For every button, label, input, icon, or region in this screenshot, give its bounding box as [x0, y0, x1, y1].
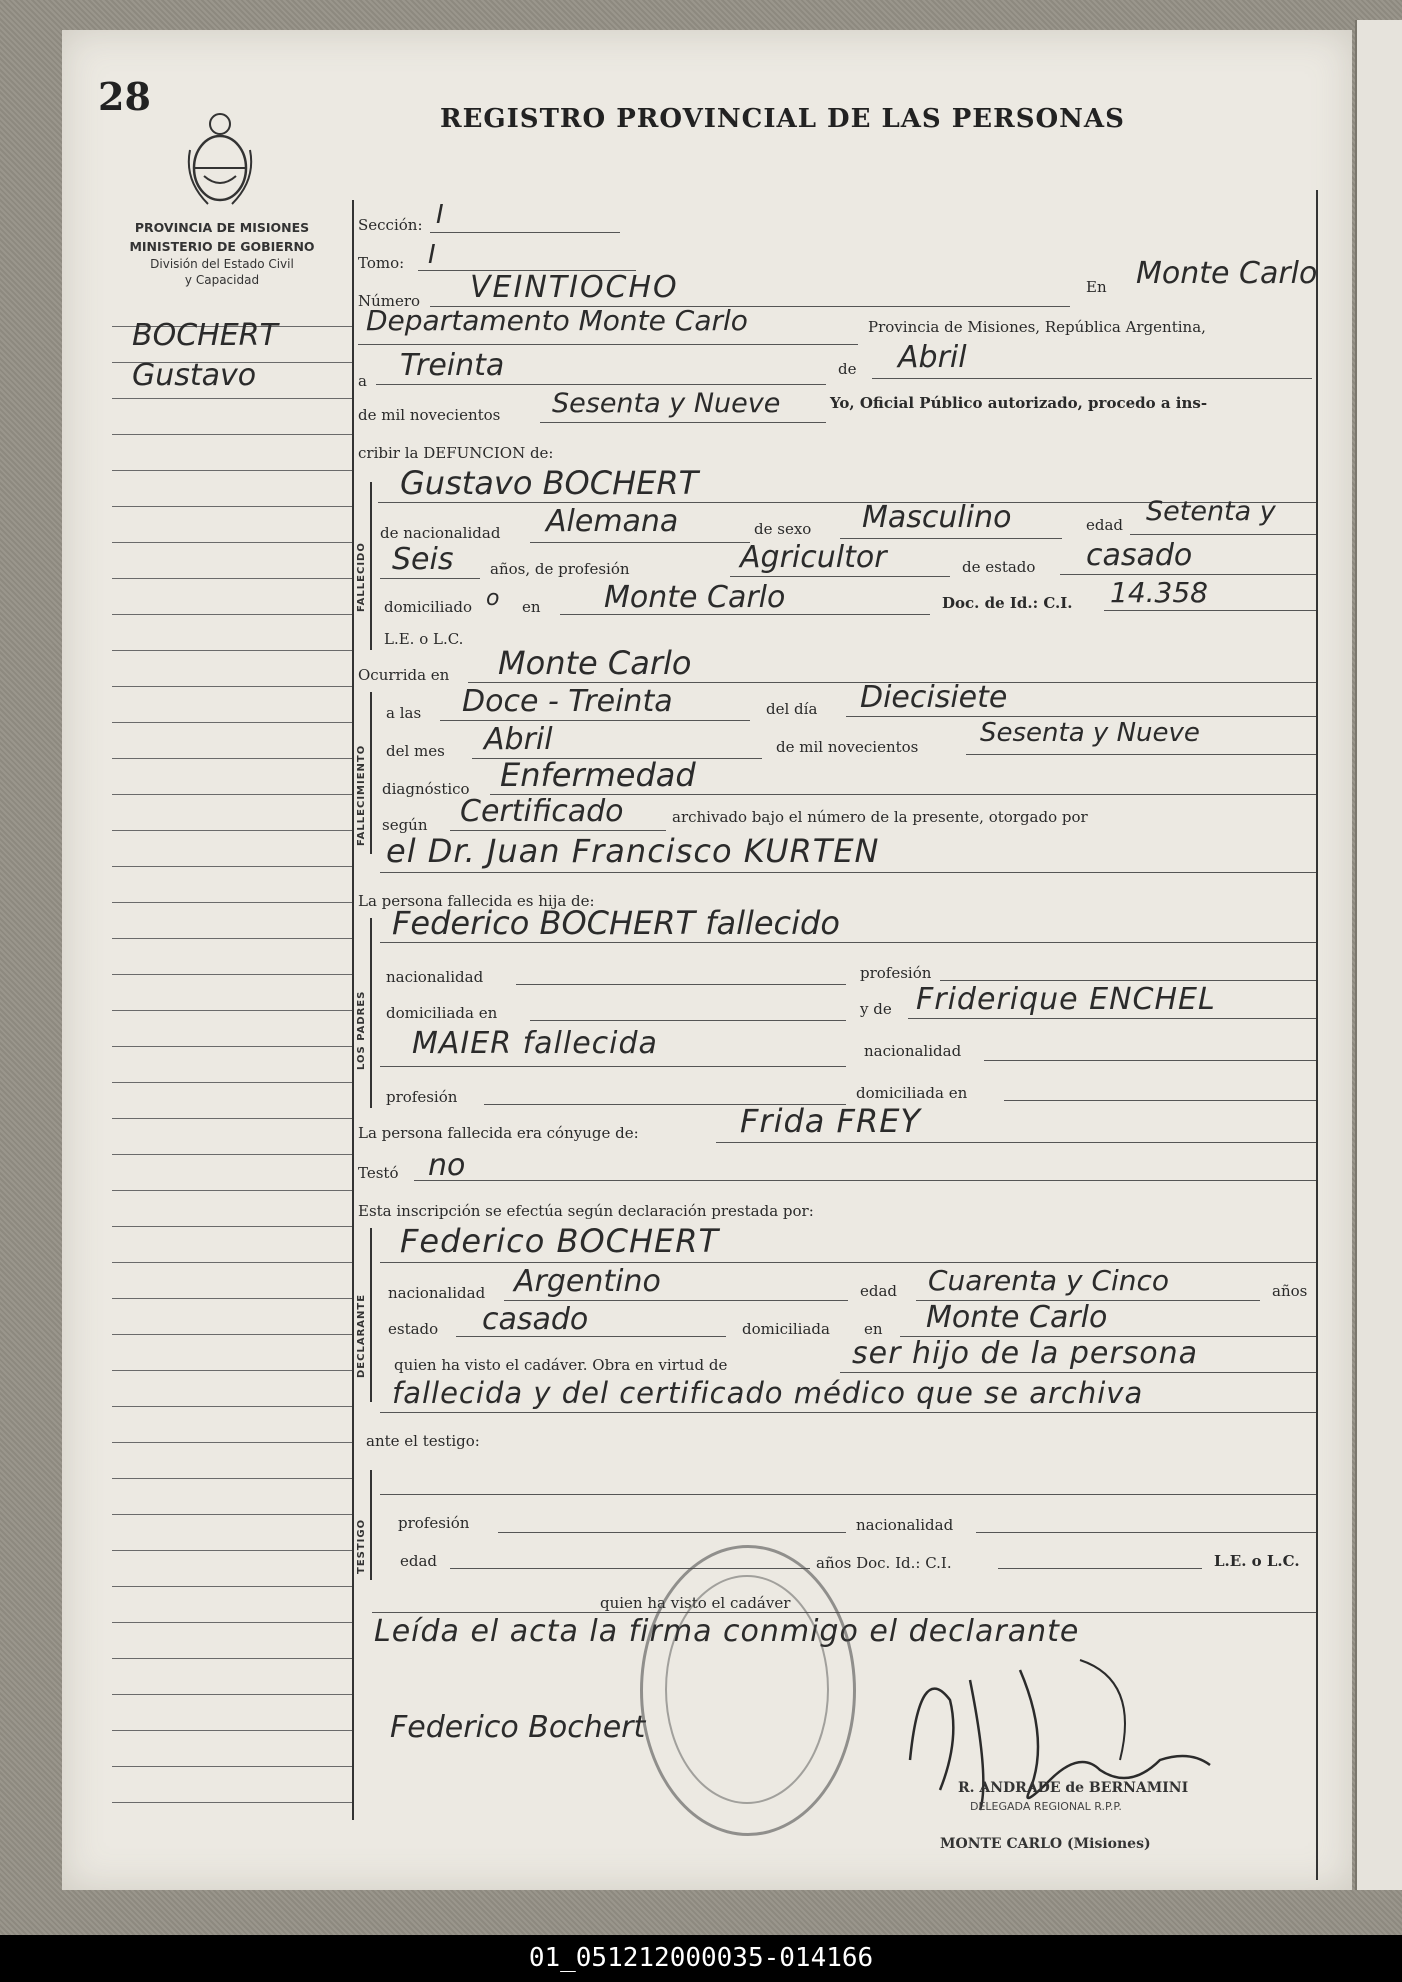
conyuge-value: Frida FREY — [740, 1102, 921, 1140]
fallecido-domicilio-label: domiciliado — [384, 598, 473, 616]
declarante-nombre: Federico BOCHERT — [400, 1222, 720, 1260]
margin-rule — [112, 686, 352, 687]
adjacent-page-edge — [1355, 20, 1402, 1890]
margin-rule — [112, 1622, 352, 1623]
margin-rule — [112, 902, 352, 903]
margin-rule — [112, 1478, 352, 1479]
diag-label: diagnóstico — [382, 780, 470, 798]
fallecido-en-label: en — [522, 598, 541, 616]
declarante-visto-2: fallecida y del certificado médico que se archiva — [392, 1376, 1144, 1410]
declarante-nacionalidad: Argentino — [514, 1264, 661, 1299]
institution-ministry: MINISTERIO DE GOBIERNO — [129, 239, 315, 254]
declarante-anios-label: años — [1272, 1282, 1308, 1300]
margin-rule — [112, 866, 352, 867]
fallecido-le-label: L.E. o L.C. — [384, 630, 464, 648]
margin-rule — [112, 794, 352, 795]
margin-rule — [112, 1658, 352, 1659]
margin-rule — [112, 1334, 352, 1335]
margin-rule — [112, 1550, 352, 1551]
margin-rule — [112, 1586, 352, 1587]
deldia-label: del día — [766, 700, 818, 718]
oficial-label: Yo, Oficial Público autorizado, procedo a ins- — [830, 394, 1208, 412]
de-label: de — [838, 360, 857, 378]
madre-value-2: MAIER fallecida — [412, 1026, 658, 1061]
official-name: R. ANDRADE de BERNAMINI — [958, 1780, 1189, 1796]
testigo-tag: TESTIGO — [356, 1518, 367, 1574]
fallecido-sexo: Masculino — [862, 500, 1012, 535]
fallecido-anios-label: años, de profesión — [490, 560, 630, 578]
fallecimiento-tag: FALLECIMIENTO — [356, 744, 367, 846]
margin-rule — [112, 1766, 352, 1767]
fallecido-edad2: Seis — [392, 542, 454, 577]
margin-rule — [112, 1694, 352, 1695]
padre-domiciliada-label: domiciliada en — [386, 1004, 498, 1022]
alas-label: a las — [386, 704, 422, 722]
margin-rule — [112, 470, 352, 471]
official-title: DELEGADA REGIONAL R.P.P. — [970, 1800, 1122, 1813]
anio-muerte-label: de mil novecientos — [776, 738, 919, 756]
fallecido-profesion: Agricultor — [740, 540, 887, 575]
fallecido-estado: casado — [1086, 538, 1193, 573]
hora-value: Doce - Treinta — [462, 684, 673, 719]
margin-rule — [112, 1010, 352, 1011]
testigo-nacionalidad-label: nacionalidad — [856, 1516, 954, 1534]
medico-value: el Dr. Juan Francisco KURTEN — [386, 832, 880, 870]
fallecido-estado-label: de estado — [962, 558, 1036, 576]
institution-block — [112, 218, 332, 288]
official-seal-inner — [665, 1575, 829, 1804]
margin-rule — [112, 722, 352, 723]
declarante-domiciliada-label: domiciliada — [742, 1320, 830, 1338]
margin-rule — [112, 434, 352, 435]
anio-value: Sesenta y Nueve — [552, 388, 781, 419]
margin-rule — [112, 1442, 352, 1443]
en-label: En — [1086, 278, 1107, 296]
delmes-label: del mes — [386, 742, 445, 760]
fallecido-nacionalidad-label: de nacionalidad — [380, 524, 501, 542]
diag-value: Enfermedad — [500, 756, 696, 794]
seccion-label: Sección: — [358, 216, 423, 234]
madre-nacionalidad-label: nacionalidad — [864, 1042, 962, 1060]
margin-rule — [112, 614, 352, 615]
margin-rule — [112, 830, 352, 831]
declarante-tag: DECLARANTE — [356, 1293, 367, 1378]
anio-label: de mil novecientos — [358, 406, 501, 424]
conyuge-label: La persona fallecida era cónyuge de: — [358, 1124, 639, 1142]
anio-muerte-value: Sesenta y Nueve — [980, 718, 1200, 748]
margin-rule — [112, 398, 352, 399]
declarante-estado: casado — [482, 1302, 589, 1337]
margin-rule — [112, 938, 352, 939]
margin-rule — [112, 1118, 352, 1119]
margin-rule — [112, 1226, 352, 1227]
padres-intro-label: La persona fallecida es hija de: — [358, 892, 595, 910]
fallecido-name: Gustavo BOCHERT — [400, 464, 699, 502]
declarante-en-label: en — [864, 1320, 883, 1338]
testigo-visto-label: quien ha visto el cadáver — [600, 1594, 791, 1612]
numero-value: VEINTIOCHO — [470, 270, 679, 305]
margin-rule — [112, 1262, 352, 1263]
padres-tag: LOS PADRES — [356, 990, 367, 1070]
margin-rule — [112, 1046, 352, 1047]
margin-surname: BOCHERT — [132, 318, 278, 353]
tomo-value: I — [428, 240, 436, 270]
fallecido-sexo-label: de sexo — [754, 520, 812, 538]
page-number: 28 — [98, 74, 151, 119]
declarante-domicilio: Monte Carlo — [926, 1300, 1108, 1335]
margin-rule — [112, 650, 352, 651]
segun-value: Certificado — [460, 794, 624, 829]
testigo-ante-label: ante el testigo: — [366, 1432, 480, 1450]
fallecido-nacionalidad: Alemana — [546, 504, 679, 539]
margin-given-name: Gustavo — [132, 358, 257, 393]
archivado-label: archivado bajo el número de la presente, otorgado por — [672, 808, 1088, 826]
departamento-value: Departamento Monte Carlo — [366, 304, 748, 337]
closing-text: Leída el acta la firma conmigo el declarante — [374, 1614, 1080, 1649]
segun-label: según — [382, 816, 428, 834]
fallecido-edad1: Setenta y — [1146, 496, 1276, 527]
declarant-signature: Federico Bochert — [390, 1710, 646, 1745]
margin-rule — [112, 974, 352, 975]
institution-province: PROVINCIA DE MISIONES — [134, 220, 310, 235]
padre-profesion-label: profesión — [860, 964, 932, 982]
institution-division: División del Estado Civil — [150, 257, 294, 271]
page-title: REGISTRO PROVINCIAL DE LAS PERSONAS — [440, 104, 1125, 134]
margin-rule — [112, 1514, 352, 1515]
margin-rule — [112, 1298, 352, 1299]
margin-rule — [112, 1370, 352, 1371]
declarante-edad: Cuarenta y Cinco — [928, 1264, 1170, 1297]
margin-rule — [112, 758, 352, 759]
padre-value: Federico BOCHERT fallecido — [392, 904, 840, 942]
a-label: a — [358, 372, 367, 390]
declaracion-label: Esta inscripción se efectúa según declaración prestada por: — [358, 1202, 814, 1220]
declarante-visto-1: ser hijo de la persona — [852, 1336, 1199, 1371]
dia-muerte-value: Diecisiete — [860, 680, 1008, 715]
fallecido-tag: FALLECIDO — [356, 542, 367, 612]
dia-value: Treinta — [400, 348, 505, 383]
mes-value: Abril — [898, 340, 967, 375]
madre-domiciliada-label: domiciliada en — [856, 1084, 968, 1102]
tomo-label: Tomo: — [358, 254, 405, 272]
fallecido-doc: 14.358 — [1110, 576, 1208, 609]
margin-rule — [112, 506, 352, 507]
margin-rule — [112, 1802, 352, 1803]
numero-label: Número — [358, 292, 421, 310]
testigo-profesion-label: profesión — [398, 1514, 470, 1532]
fallecido-doc-label: Doc. de Id.: C.I. — [942, 594, 1073, 612]
image-id-footer: 01_051212000035-014166 — [0, 1935, 1402, 1982]
margin-rule — [112, 1190, 352, 1191]
padre-nacionalidad-label: nacionalidad — [386, 968, 484, 986]
madre-profesion-label: profesión — [386, 1088, 458, 1106]
official-place: MONTE CARLO (Misiones) — [940, 1836, 1151, 1852]
coat-of-arms-icon — [184, 110, 256, 210]
testigo-anios-doc-label: años Doc. Id.: C.I. — [816, 1554, 952, 1572]
ocurrida-label: Ocurrida en — [358, 666, 450, 684]
mes-muerte-value: Abril — [484, 722, 553, 757]
fallecido-edad-label: edad — [1086, 516, 1124, 534]
fallecido-domicilio-o: o — [486, 586, 500, 611]
testo-value: no — [428, 1148, 466, 1183]
margin-rule — [112, 578, 352, 579]
testigo-edad-label: edad — [400, 1552, 438, 1570]
margin-rule — [112, 1154, 352, 1155]
inscribir-label: cribir la DEFUNCION de: — [358, 444, 554, 462]
right-column-border — [1316, 190, 1318, 1880]
fallecido-domicilio: Monte Carlo — [604, 580, 786, 615]
ocurrida-value: Monte Carlo — [498, 644, 692, 682]
margin-rule — [112, 542, 352, 543]
margin-rule — [112, 1730, 352, 1731]
institution-capacity: y Capacidad — [184, 273, 260, 287]
declarante-visto-label: quien ha visto el cadáver. Obra en virtud de — [394, 1356, 728, 1374]
testo-label: Testó — [358, 1164, 399, 1182]
declarante-nacionalidad-label: nacionalidad — [388, 1284, 486, 1302]
en-value: Monte Carlo — [1136, 256, 1318, 291]
yde-label: y de — [860, 1000, 892, 1018]
left-column-border — [352, 200, 354, 1820]
margin-rule — [112, 1082, 352, 1083]
declarante-estado-label: estado — [388, 1320, 439, 1338]
seccion-value: I — [436, 200, 444, 230]
madre-value-1: Friderique ENCHEL — [916, 982, 1216, 1017]
declarante-edad-label: edad — [860, 1282, 898, 1300]
margin-rule — [112, 1406, 352, 1407]
provincia-label: Provincia de Misiones, República Argentina, — [868, 318, 1206, 336]
testigo-le-label: L.E. o L.C. — [1214, 1552, 1300, 1570]
